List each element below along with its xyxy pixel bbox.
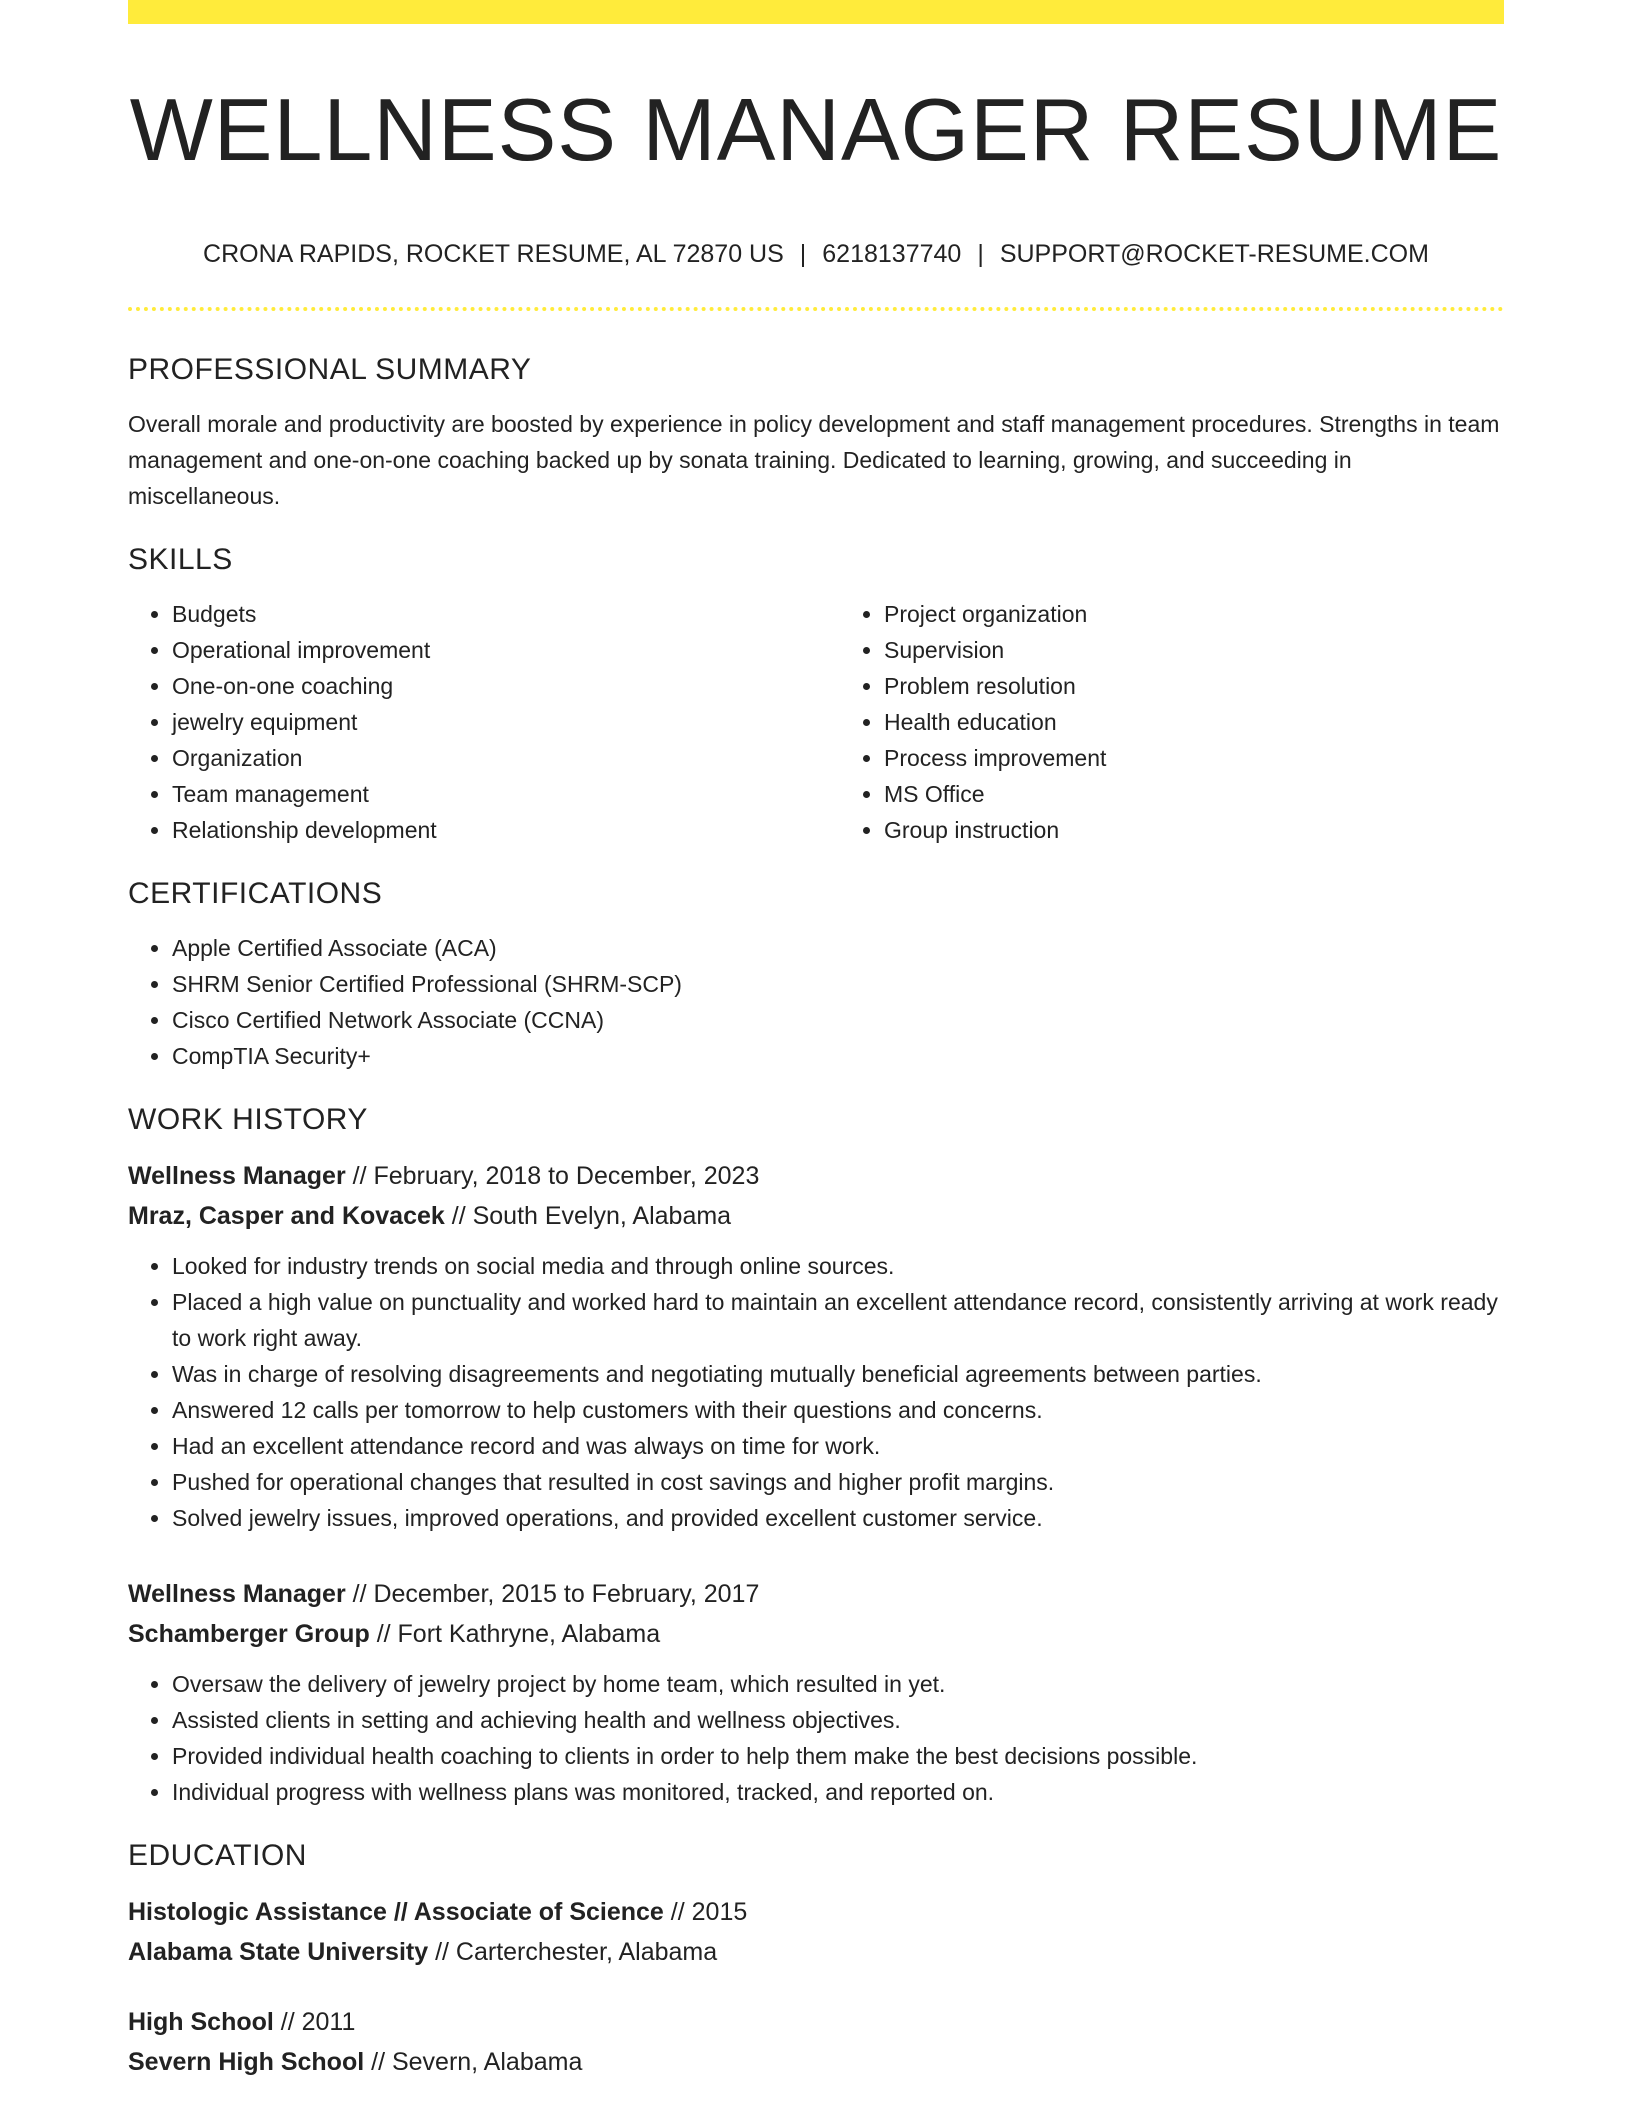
job-bullet: • Answered 12 calls per tomorrow to help customers with their questions and concerns. [172, 1392, 1504, 1428]
job-dates: // February, 2018 to December, 2023 [352, 1162, 760, 1190]
summary-section [128, 348, 1504, 514]
education-school: Severn High School [128, 2048, 365, 2076]
job-dates: // December, 2015 to February, 2017 [352, 1580, 760, 1608]
education-degree-line [128, 1892, 1504, 1932]
certifications-list [128, 930, 1504, 1074]
job-bullet: • Oversaw the delivery of jewelry project by home team, which resulted in yet. [172, 1666, 1504, 1702]
job-bullet: • Placed a high value on punctuality and worked hard to maintain an excellent attendance record, consistently arriving at work ready to work right away. [172, 1284, 1504, 1356]
skill-item: • Project organization [884, 596, 1504, 632]
job-bullet: • Solved jewelry issues, improved operations, and provided excellent customer service. [172, 1500, 1504, 1536]
education-heading: EDUCATION [128, 1839, 307, 1872]
certifications-heading: CERTIFICATIONS [128, 877, 383, 910]
certifications-section [128, 872, 1504, 1074]
job-location: // Fort Kathryne, Alabama [376, 1620, 661, 1648]
job-bullet: • Pushed for operational changes that resulted in cost savings and higher profit margins. [172, 1464, 1504, 1500]
education-year: // 2015 [670, 1898, 748, 1926]
summary-heading: PROFESSIONAL SUMMARY [128, 353, 532, 386]
skills-heading: SKILLS [128, 543, 233, 576]
certification-item: • Cisco Certified Network Associate (CCNA) [172, 1002, 1504, 1038]
job-bullet: • Looked for industry trends on social media and through online sources. [172, 1248, 1504, 1284]
skills-grid [128, 596, 1504, 848]
skills-list-right [840, 596, 1504, 848]
education-degree-line [128, 2002, 1504, 2042]
skill-item: • Supervision [884, 632, 1504, 668]
certification-item: • Apple Certified Associate (ACA) [172, 930, 1504, 966]
skill-item: • One-on-one coaching [172, 668, 792, 704]
contact-address: CRONA RAPIDS, ROCKET RESUME, AL 72870 US [203, 240, 784, 268]
certification-item: • SHRM Senior Certified Professional (SHRM-SCP) [172, 966, 1504, 1002]
skill-item: • Organization [172, 740, 792, 776]
job-bullet: • Provided individual health coaching to clients in order to help them make the best decisions possible. [172, 1738, 1504, 1774]
education-school-line [128, 2042, 1504, 2082]
job-company-line [128, 1196, 1504, 1236]
contact-phone: 6218137740 [822, 240, 962, 268]
certification-item: • CompTIA Security+ [172, 1038, 1504, 1074]
job-entry [128, 1574, 1504, 1810]
skills-section [128, 538, 1504, 848]
job-location: // South Evelyn, Alabama [451, 1202, 732, 1230]
contact-line [128, 236, 1504, 272]
skills-list-left [128, 596, 792, 848]
education-school: Alabama State University [128, 1938, 429, 1966]
education-entry [128, 1892, 1504, 1972]
job-title-line [128, 1156, 1504, 1196]
job-bullets [128, 1248, 1504, 1536]
resume-content [128, 348, 1504, 2082]
job-bullet: • Was in charge of resolving disagreements and negotiating mutually beneficial agreements between parties. [172, 1356, 1504, 1392]
job-entry [128, 1156, 1504, 1536]
contact-email: SUPPORT@ROCKET-RESUME.COM [999, 240, 1429, 268]
job-title: Wellness Manager [128, 1580, 346, 1608]
job-bullets [128, 1666, 1504, 1810]
education-entry [128, 2002, 1504, 2082]
contact-separator: | [977, 240, 984, 268]
job-company-line [128, 1614, 1504, 1654]
skill-item: • Budgets [172, 596, 792, 632]
dotted-divider [128, 307, 1504, 311]
skill-item: • MS Office [884, 776, 1504, 812]
contact-separator: | [799, 240, 807, 268]
work-history-heading: WORK HISTORY [128, 1103, 368, 1136]
skill-item: • Group instruction [884, 812, 1504, 848]
job-title-line [128, 1574, 1504, 1614]
skill-item: • Process improvement [884, 740, 1504, 776]
education-degree: High School [128, 2008, 274, 2036]
skill-item: • Relationship development [172, 812, 792, 848]
education-location: // Carterchester, Alabama [435, 1938, 718, 1966]
skill-item: • jewelry equipment [172, 704, 792, 740]
education-location: // Severn, Alabama [371, 2048, 583, 2076]
education-year: // 2011 [280, 2008, 356, 2036]
job-title: Wellness Manager [128, 1162, 346, 1190]
skill-item: • Team management [172, 776, 792, 812]
summary-text: Overall morale and productivity are boosted by experience in policy development and staff management procedures. Strengths in team management and one-on-one coaching backed up by sonata training. Dedicated to learning, growing, and succeeding in miscellaneous. [128, 411, 1500, 509]
skill-item: • Health education [884, 704, 1504, 740]
job-bullet: • Assisted clients in setting and achieving health and wellness objectives. [172, 1702, 1504, 1738]
accent-bar [128, 0, 1504, 24]
job-bullet: • Had an excellent attendance record and was always on time for work. [172, 1428, 1504, 1464]
job-company: Schamberger Group [128, 1620, 370, 1648]
job-company: Mraz, Casper and Kovacek [128, 1202, 445, 1230]
education-section [128, 1834, 1504, 2082]
education-degree: Histologic Assistance // Associate of Science [128, 1898, 664, 1926]
job-bullet: • Individual progress with wellness plans was monitored, tracked, and reported on. [172, 1774, 1504, 1810]
education-school-line [128, 1932, 1504, 1972]
work-history-section [128, 1098, 1504, 1810]
skill-item: • Operational improvement [172, 632, 792, 668]
page-title: WELLNESS MANAGER RESUME [129, 80, 1503, 179]
skill-item: • Problem resolution [884, 668, 1504, 704]
